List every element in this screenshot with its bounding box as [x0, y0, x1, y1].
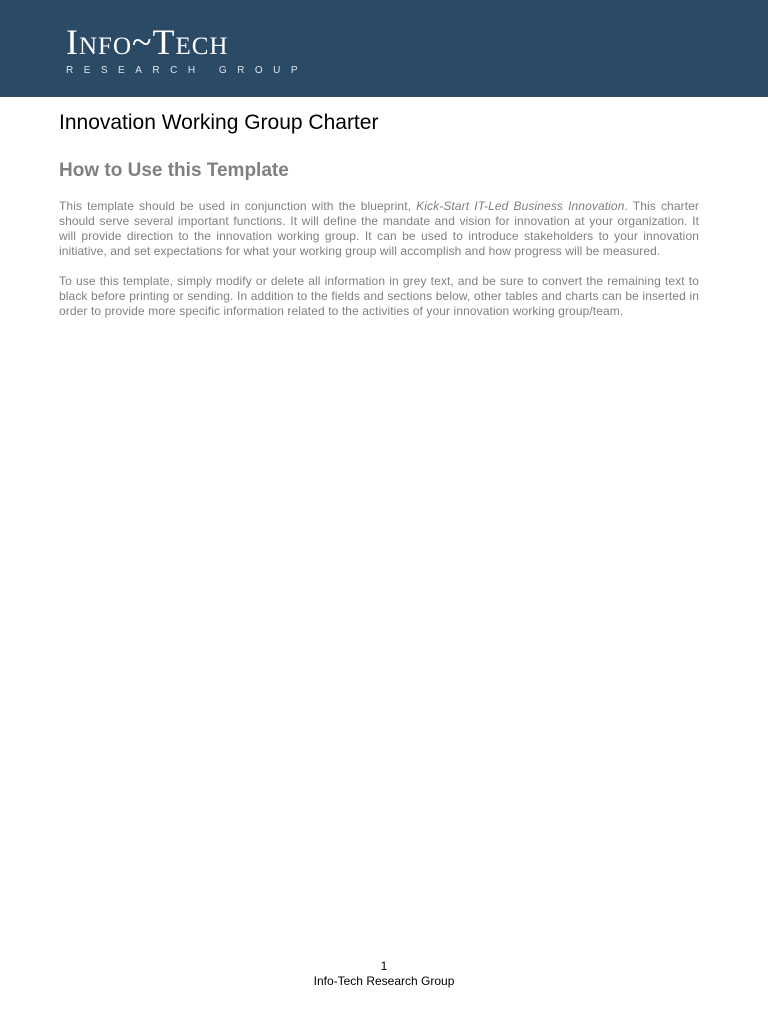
page-footer	[0, 959, 768, 989]
company-logo	[66, 22, 308, 78]
logo-wordmark: Info~Tech	[66, 22, 229, 62]
blueprint-title: Kick-Start IT-Led Business Innovation	[416, 199, 625, 213]
intro-text-end: . This charter should serve several important functions. It will define the mandate and vision for innovation at your organization. It will provide direction to the innovation working group. It can be used to introduce stakeholders to your innovation initiative, and set expectations for what your working group will accomplish and how progress will be measured.	[59, 199, 699, 258]
page-number: 1	[380, 959, 388, 973]
instructions-paragraph: To use this template, simply modify or delete all information in grey text, and be sure to convert the remaining text to black before printing or sending. In addition to the fields and sections below, other tables and charts can be inserted in order to provide more specific information related to the activities of your innovation working group/team.	[59, 274, 699, 318]
document-title: Innovation Working Group Charter	[59, 111, 379, 134]
logo-tagline: RESEARCH GROUP	[66, 65, 309, 76]
section-heading: How to Use this Template	[59, 160, 289, 181]
header-band	[0, 0, 768, 97]
intro-paragraph	[59, 199, 699, 259]
intro-text-start: This template should be used in conjunction with the blueprint,	[59, 199, 417, 213]
footer-company-name: Info-Tech Research Group	[313, 974, 455, 988]
